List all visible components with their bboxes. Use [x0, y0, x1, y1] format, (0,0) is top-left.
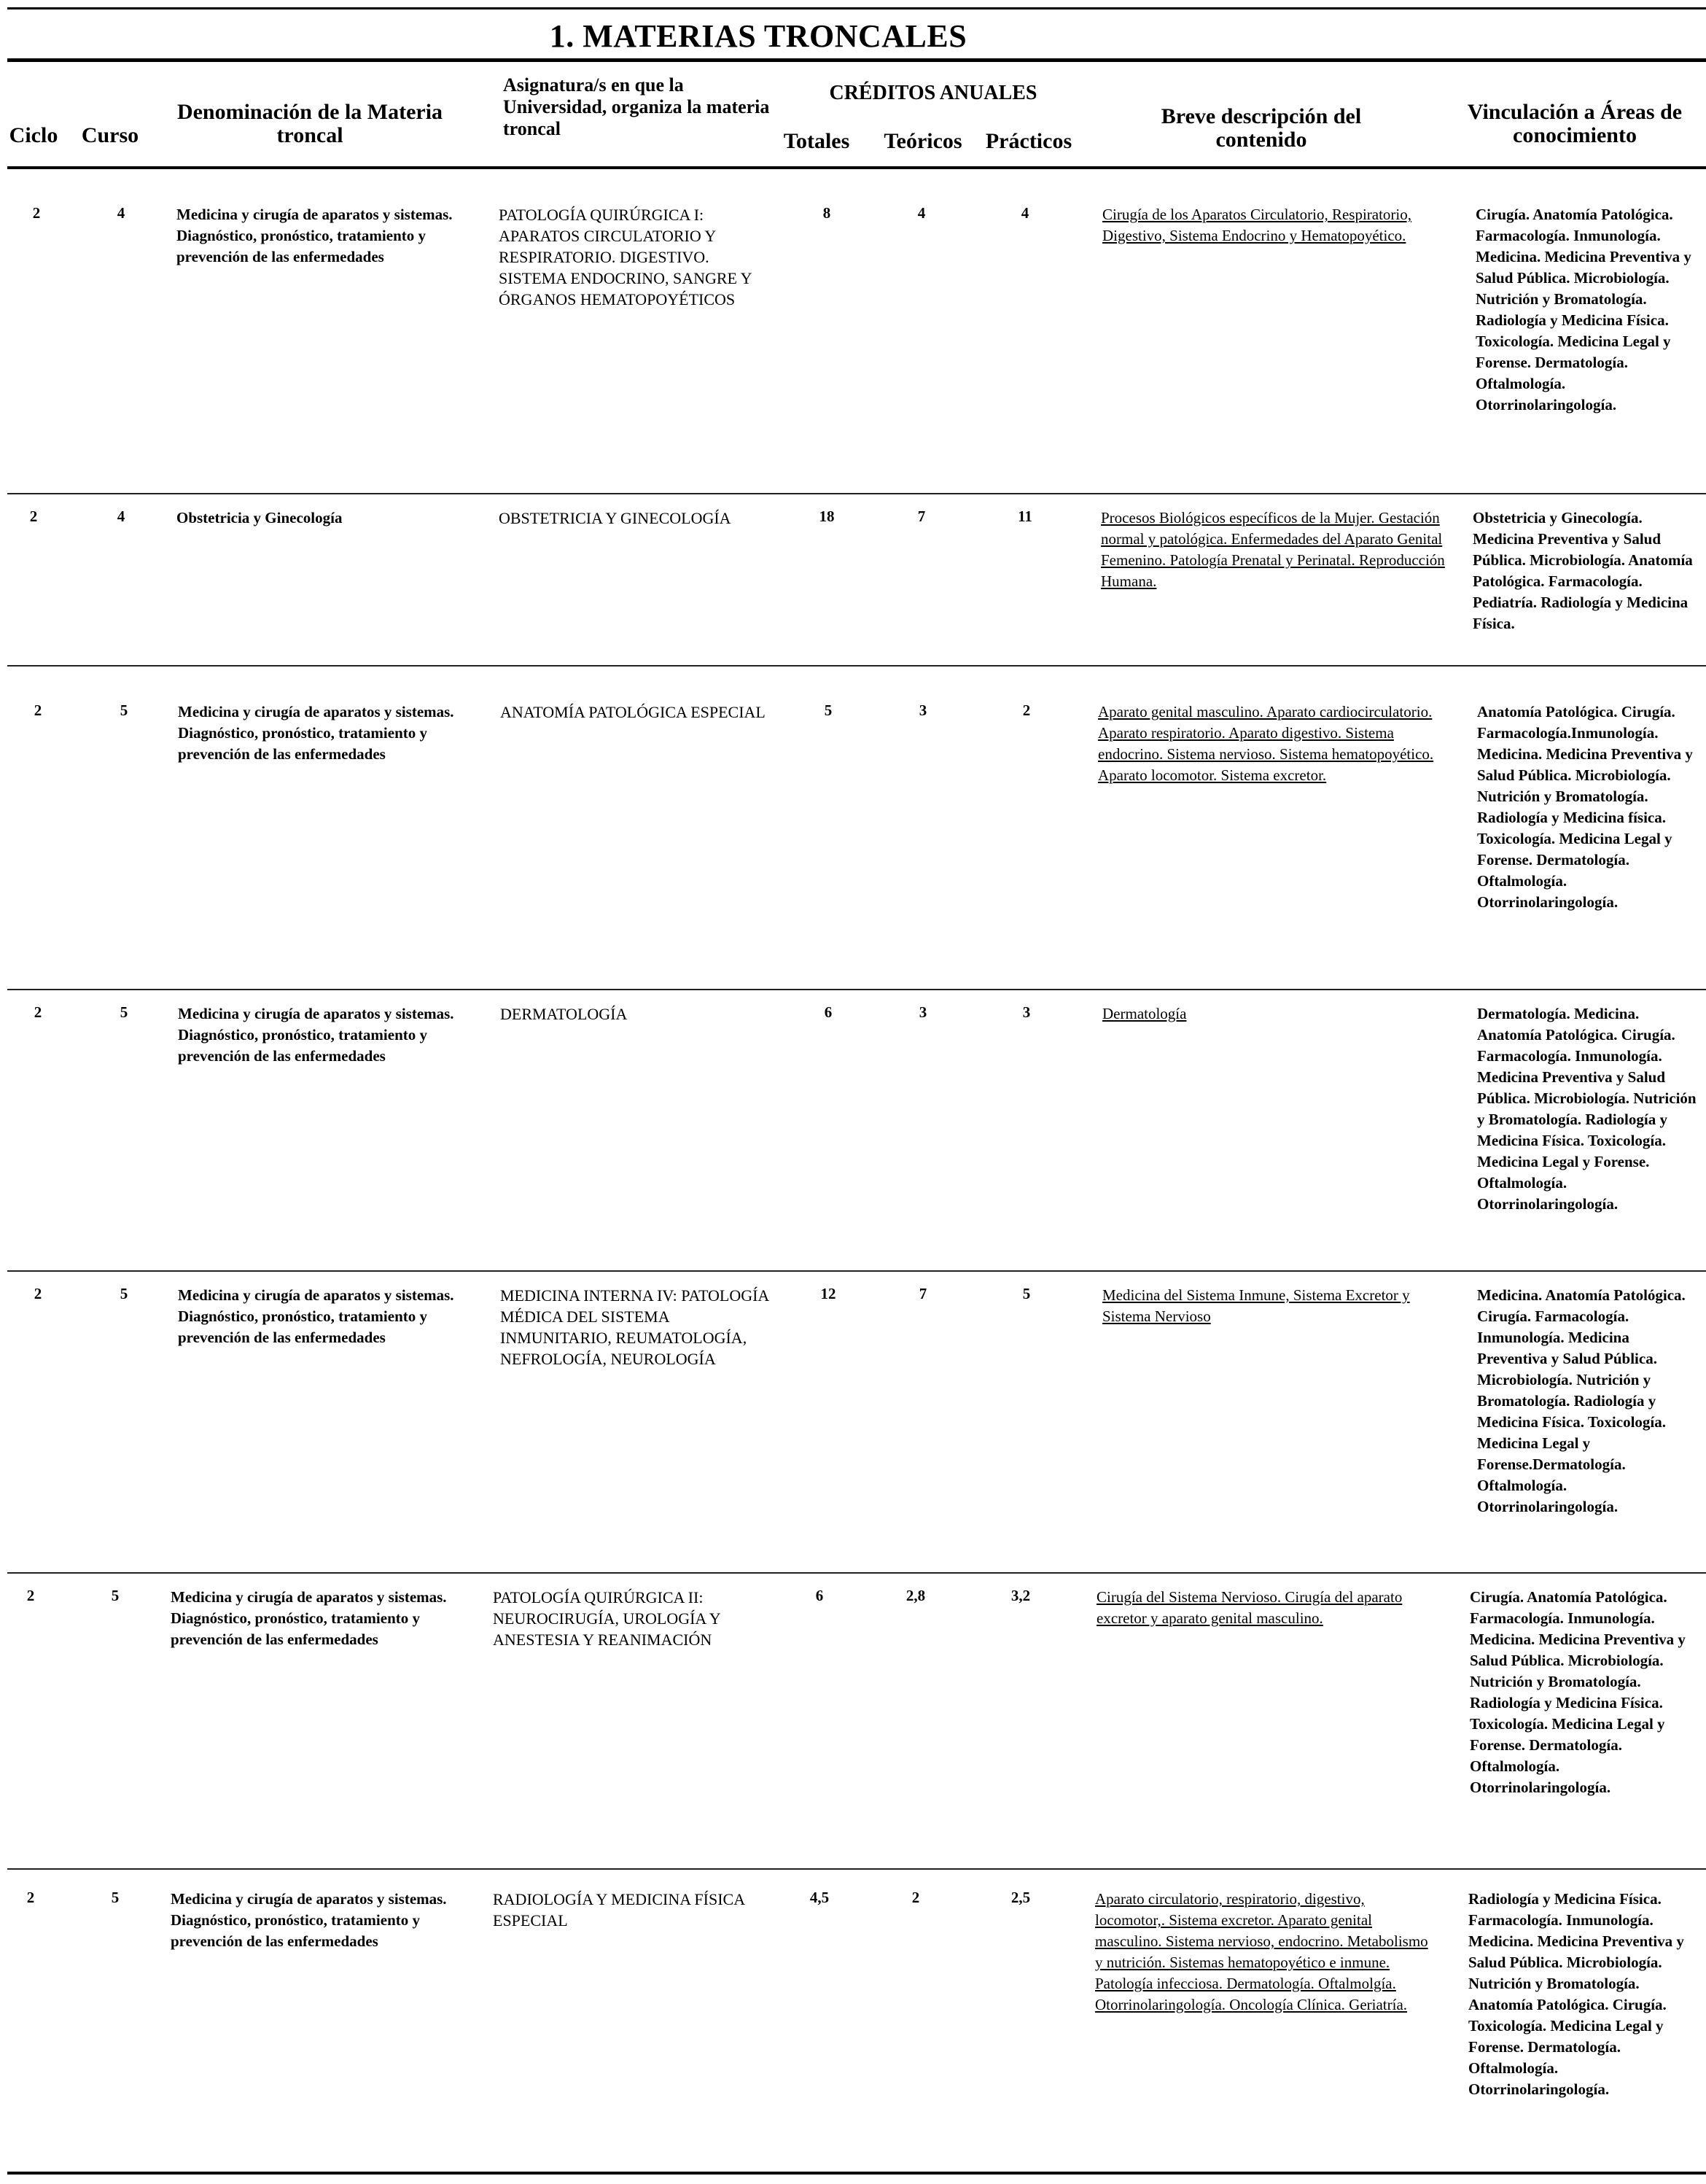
header-practicos: Prácticos: [985, 129, 1072, 153]
header-vinculacion: Vinculación a Áreas de conocimiento: [1467, 100, 1683, 147]
header-bottom-rule: [7, 166, 1706, 169]
row-7-totales: 4,5: [809, 1889, 830, 1906]
header-asignatura: Asignatura/s en que la Universidad, organiza la materia troncal: [503, 74, 770, 139]
row-4-ciclo: 2: [34, 1003, 42, 1021]
row-2-teoricos: 7: [917, 508, 926, 525]
row-1-ciclo: 2: [32, 204, 41, 222]
row-5-totales: 12: [820, 1285, 836, 1302]
row-separator: [7, 665, 1706, 667]
row-7-teoricos: 2: [911, 1889, 920, 1906]
row-3-descripcion: Aparato genital masculino. Aparato cardiocirculatorio. Aparato respiratorio. Aparato digestivo. Sistema endocrino. Sistema nervioso. Sistema hematopoyético. Aparato locomotor. Sistema excretor.: [1098, 703, 1434, 784]
row-4-totales: 6: [824, 1003, 833, 1021]
row-1-practicos: 4: [1021, 204, 1029, 222]
row-4-denominacion: Medicina y cirugía de aparatos y sistemas. Diagnóstico, pronóstico, tratamiento y prevención de las enfermedades: [178, 1005, 454, 1065]
row-6-descripcion: Cirugía del Sistema Nervioso. Cirugía del aparato excretor y aparato genital masculino.: [1097, 1588, 1403, 1627]
row-6-teoricos: 2,8: [905, 1587, 926, 1604]
row-6-ciclo: 2: [26, 1587, 35, 1604]
row-2-totales: 18: [819, 508, 835, 525]
header-curso: Curso: [81, 123, 139, 147]
row-7-curso: 5: [111, 1889, 120, 1906]
row-3-denominacion: Medicina y cirugía de aparatos y sistemas. Diagnóstico, pronóstico, tratamiento y prevención de las enfermedades: [178, 703, 454, 763]
row-5-asignatura: MEDICINA INTERNA IV: PATOLOGÍA MÉDICA DEL SISTEMA INMUNITARIO, REUMATOLOGÍA, NEFROLOGÍA, NEUROLOGÍA: [500, 1286, 769, 1368]
header-ciclo: Ciclo: [9, 123, 58, 147]
row-2-descripcion: Procesos Biológicos específicos de la Mujer. Gestación normal y patológica. Enfermedades del Aparato Genital Femenino. Patología Prenatal y Perinatal. Reproducción Humana.: [1101, 509, 1445, 590]
row-5-curso: 5: [120, 1285, 128, 1302]
row-3-curso: 5: [120, 702, 128, 719]
row-3-practicos: 2: [1022, 702, 1031, 719]
row-1-teoricos: 4: [917, 204, 926, 222]
row-1-totales: 8: [822, 204, 831, 222]
row-separator: [7, 1572, 1706, 1574]
row-4-teoricos: 3: [919, 1003, 927, 1021]
row-1-asignatura: PATOLOGÍA QUIRÚRGICA I: APARATOS CIRCULATORIO Y RESPIRATORIO. DIGESTIVO. SISTEMA ENDOCRINO, SANGRE Y ÓRGANOS HEMATOPOYÉTICOS: [499, 206, 752, 308]
row-5-descripcion: Medicina del Sistema Inmune, Sistema Excretor y Sistema Nervioso: [1102, 1286, 1410, 1325]
row-4-asignatura: DERMATOLOGÍA: [500, 1005, 628, 1023]
row-6-asignatura: PATOLOGÍA QUIRÚRGICA II: NEUROCIRUGÍA, UROLOGÍA Y ANESTESIA Y REANIMACIÓN: [493, 1588, 720, 1649]
header-teoricos: Teóricos: [884, 129, 962, 153]
row-1-descripcion: Cirugía de los Aparatos Circulatorio, Respiratorio, Digestivo, Sistema Endocrino y Hematopoyético.: [1102, 206, 1411, 244]
header-descripcion: Breve descripción del contenido: [1161, 104, 1362, 152]
row-7-asignatura: RADIOLOGÍA Y MEDICINA FÍSICA ESPECIAL: [493, 1890, 744, 1930]
row-separator: [7, 493, 1706, 494]
bottom-rule: [7, 2172, 1706, 2175]
row-6-vinculacion: Cirugía. Anatomía Patológica. Farmacología. Inmunología. Medicina. Medicina Preventiva y Salud Pública. Microbiología. Nutrición y Bromatología. Radiología y Medicina Física. Toxicología. Medicina Legal y Forense. Dermatología. Oftalmología. Otorrinolaringología.: [1470, 1588, 1686, 1796]
row-4-descripcion: Dermatología: [1102, 1005, 1187, 1022]
row-4-curso: 5: [120, 1003, 128, 1021]
row-6-denominacion: Medicina y cirugía de aparatos y sistemas. Diagnóstico, pronóstico, tratamiento y prevención de las enfermedades: [171, 1588, 447, 1648]
row-2-curso: 4: [117, 508, 125, 525]
header-denominacion: Denominación de la Materia troncal: [176, 100, 443, 147]
row-5-teoricos: 7: [919, 1285, 927, 1302]
row-separator: [7, 989, 1706, 990]
row-5-vinculacion: Medicina. Anatomía Patológica. Cirugía. Farmacología. Inmunología. Medicina Preventiva y Salud Pública. Microbiología. Nutrición y Bromatología. Radiología y Medicina Física. Toxicología. Medicina Legal y Forense.Dermatología. Oftalmología. Otorrinolaringología.: [1477, 1286, 1686, 1515]
row-2-vinculacion: Obstetricia y Ginecología. Medicina Preventiva y Salud Pública. Microbiología. Anatomía Patológica. Farmacología. Pediatría. Radiología y Medicina Física.: [1473, 509, 1693, 632]
row-separator: [7, 1868, 1706, 1870]
row-5-denominacion: Medicina y cirugía de aparatos y sistemas. Diagnóstico, pronóstico, tratamiento y prevención de las enfermedades: [178, 1286, 454, 1346]
row-separator: [7, 1270, 1706, 1272]
row-7-practicos: 2,5: [1010, 1889, 1031, 1906]
row-7-descripcion: Aparato circulatorio, respiratorio, digestivo, locomotor,. Sistema excretor. Aparato genital masculino. Sistema nervioso, endocrino. Metabolismo y nutrición. Sistemas hematopoyético e inmune. Patología infecciosa. Dermatología. Oftalmolgía. Otorrinolaringología. Oncología Clínica. Geriatría.: [1095, 1890, 1428, 2013]
page-title: 1. MATERIAS TRONCALES: [549, 18, 967, 54]
row-4-practicos: 3: [1022, 1003, 1031, 1021]
row-2-asignatura: OBSTETRICIA Y GINECOLOGÍA: [499, 509, 731, 527]
header-totales: Totales: [783, 129, 850, 153]
header-creditos: CRÉDITOS ANUALES: [829, 82, 1037, 104]
row-3-totales: 5: [824, 702, 833, 719]
top-rule: [7, 7, 1706, 9]
row-7-ciclo: 2: [26, 1889, 35, 1906]
row-7-denominacion: Medicina y cirugía de aparatos y sistemas. Diagnóstico, pronóstico, tratamiento y prevención de las enfermedades: [171, 1890, 447, 1950]
row-3-asignatura: ANATOMÍA PATOLÓGICA ESPECIAL: [500, 703, 766, 721]
row-1-denominacion: Medicina y cirugía de aparatos y sistemas. Diagnóstico, pronóstico, tratamiento y prevención de las enfermedades: [176, 206, 453, 265]
row-2-denominacion: Obstetricia y Ginecología: [176, 509, 343, 526]
row-4-vinculacion: Dermatología. Medicina. Anatomía Patológica. Cirugía. Farmacología. Inmunología. Medicina Preventiva y Salud Pública. Microbiología. Nutrición y Bromatología. Radiología y Medicina Física. Toxicología. Medicina Legal y Forense. Oftalmología. Otorrinolaringología.: [1477, 1005, 1697, 1213]
row-1-curso: 4: [117, 204, 125, 222]
row-6-practicos: 3,2: [1010, 1587, 1031, 1604]
row-3-vinculacion: Anatomía Patológica. Cirugía. Farmacología.Inmunología. Medicina. Medicina Preventiva y Salud Pública. Microbiología. Nutrición y Bromatología. Radiología y Medicina física. Toxicología. Medicina Legal y Forense. Dermatología. Oftalmología. Otorrinolaringología.: [1477, 703, 1693, 911]
row-7-vinculacion: Radiología y Medicina Física. Farmacología. Inmunología. Medicina. Medicina Preventiva y Salud Pública. Microbiología. Nutrición y Bromatología. Anatomía Patológica. Cirugía. Toxicología. Medicina Legal y Forense. Dermatología. Oftalmología. Otorrinolaringología.: [1468, 1890, 1684, 2098]
header-top-rule: [7, 58, 1706, 62]
row-5-ciclo: 2: [34, 1285, 42, 1302]
row-3-teoricos: 3: [919, 702, 927, 719]
row-1-vinculacion: Cirugía. Anatomía Patológica. Farmacología. Inmunología. Medicina. Medicina Preventiva y Salud Pública. Microbiología. Nutrición y Bromatología. Radiología y Medicina Física. Toxicología. Medicina Legal y Forense. Dermatología. Oftalmología. Otorrinolaringología.: [1476, 206, 1691, 413]
row-5-practicos: 5: [1022, 1285, 1031, 1302]
row-6-totales: 6: [815, 1587, 824, 1604]
row-3-ciclo: 2: [34, 702, 42, 719]
row-2-practicos: 11: [1018, 508, 1032, 525]
row-6-curso: 5: [111, 1587, 120, 1604]
row-2-ciclo: 2: [29, 508, 38, 525]
